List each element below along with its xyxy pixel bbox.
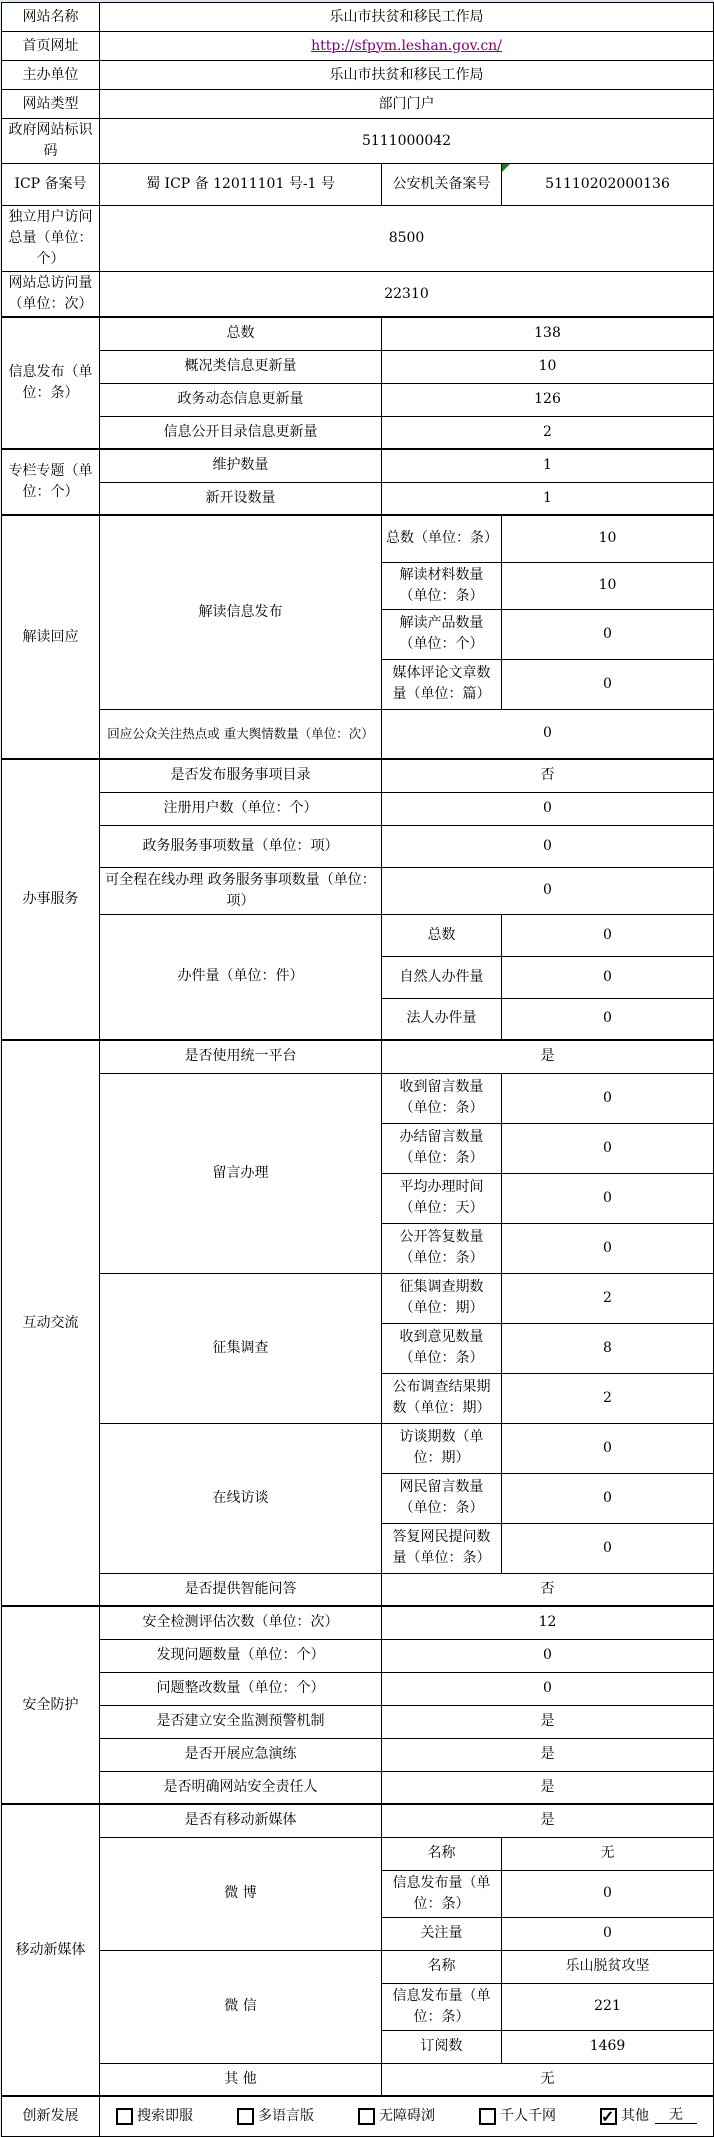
checkbox-multilingual[interactable] xyxy=(237,2106,314,2127)
services-volume-row-value: 0 xyxy=(502,956,714,998)
special-columns-row-label: 维护数量 xyxy=(100,449,382,482)
interaction-message-row-value: 0 xyxy=(502,1223,714,1273)
weibo-row-label: 名称 xyxy=(382,1837,502,1870)
services-volume-row-label: 自然人办件量 xyxy=(382,956,502,998)
services-volume-row-label: 总数 xyxy=(382,914,502,956)
interpretation-respond-value: 0 xyxy=(382,709,714,759)
icp-value: 蜀 ICP 备 12011101 号-1 号 xyxy=(100,164,382,206)
info-publish-row-label: 总数 xyxy=(100,317,382,350)
checkbox-accessibility[interactable] xyxy=(358,2106,435,2127)
interaction-message-row-value: 0 xyxy=(502,1173,714,1223)
checkbox-label: 其他 xyxy=(621,2107,649,2124)
security-row-label: 发现问题数量（单位：个） xyxy=(100,1639,382,1672)
interaction-interview-row-label: 答复网民提问数量（单位：条） xyxy=(382,1523,502,1573)
section-special-columns-title: 专栏专题（单位：个） xyxy=(2,449,100,515)
interpretation-row-value: 10 xyxy=(502,515,714,562)
site-code-label: 政府网站标识码 xyxy=(2,119,100,164)
security-row-value: 是 xyxy=(382,1705,714,1738)
interaction-message-row-label: 收到留言数量（单位：条） xyxy=(382,1073,502,1123)
interpretation-respond-label: 回应公众关注热点或 重大舆情数量（单位：次） xyxy=(100,709,382,759)
police-filing-label: 公安机关备案号 xyxy=(382,164,502,206)
interaction-interview-row-label: 访谈期数（单位：期） xyxy=(382,1423,502,1473)
site-code-value: 5111000042 xyxy=(100,119,714,164)
interpretation-row-label: 媒体评论文章数量（单位：篇） xyxy=(382,659,502,709)
services-volume-row-value: 0 xyxy=(502,998,714,1040)
info-publish-row-label: 概况类信息更新量 xyxy=(100,350,382,383)
special-columns-row-label: 新开设数量 xyxy=(100,482,382,515)
services-row-label: 可全程在线办理 政务服务事项数量（单位：项） xyxy=(100,867,382,914)
section-services-title: 办事服务 xyxy=(2,759,100,1040)
interaction-survey-row-value: 8 xyxy=(502,1323,714,1373)
interaction-interview-row-value: 0 xyxy=(502,1423,714,1473)
checkbox-label: 无障碍浏 xyxy=(379,2107,435,2124)
section-innovation-title: 创新发展 xyxy=(2,2096,100,2136)
interaction-interview-title: 在线访谈 xyxy=(100,1423,382,1573)
wechat-row-label: 名称 xyxy=(382,1950,502,1983)
interpretation-row-value: 0 xyxy=(502,659,714,709)
services-row-value: 0 xyxy=(382,825,714,867)
mobile-media-other-label: 其 他 xyxy=(100,2063,382,2096)
security-row-value: 12 xyxy=(382,1606,714,1639)
weibo-row-value: 无 xyxy=(502,1837,714,1870)
special-columns-row-value: 1 xyxy=(382,482,714,515)
checkbox-label: 搜索即服 xyxy=(137,2107,193,2124)
innovation-options-cell xyxy=(100,2096,714,2136)
checkbox-search-service[interactable] xyxy=(116,2106,193,2127)
homepage-label: 首页网址 xyxy=(2,32,100,61)
interaction-interview-row-value: 0 xyxy=(502,1473,714,1523)
security-row-value: 是 xyxy=(382,1771,714,1804)
gov-website-annual-report-table xyxy=(1,2,714,2137)
checkbox-icon xyxy=(600,2108,617,2125)
icp-label: ICP 备案号 xyxy=(2,164,100,206)
info-publish-row-label: 政务动态信息更新量 xyxy=(100,383,382,416)
services-volume-row-label: 法人办件量 xyxy=(382,998,502,1040)
interaction-survey-title: 征集调查 xyxy=(100,1273,382,1423)
interaction-interview-row-value: 0 xyxy=(502,1523,714,1573)
security-row-label: 是否明确网站安全责任人 xyxy=(100,1771,382,1804)
section-interaction-title: 互动交流 xyxy=(2,1040,100,1606)
site-name-value: 乐山市扶贫和移民工作局 xyxy=(100,3,714,32)
weibo-row-value: 0 xyxy=(502,1917,714,1950)
info-publish-row-label: 信息公开目录信息更新量 xyxy=(100,416,382,449)
interpretation-row-value: 10 xyxy=(502,562,714,609)
checkbox-other[interactable] xyxy=(600,2106,697,2127)
services-row-value: 0 xyxy=(382,867,714,914)
checkbox-personalization[interactable] xyxy=(479,2106,556,2127)
wechat-row-value: 221 xyxy=(502,1983,714,2030)
wechat-row-value: 1469 xyxy=(502,2030,714,2063)
info-publish-row-value: 10 xyxy=(382,350,714,383)
services-volume-title: 办件量（单位：件） xyxy=(100,914,382,1040)
interaction-message-row-label: 公开答复数量（单位：条） xyxy=(382,1223,502,1273)
security-row-value: 0 xyxy=(382,1672,714,1705)
interpretation-publish-title: 解读信息发布 xyxy=(100,515,382,709)
interaction-survey-row-label: 公布调查结果期数（单位：期） xyxy=(382,1373,502,1423)
checkbox-icon xyxy=(479,2108,496,2125)
unique-visitors-value: 8500 xyxy=(100,206,714,272)
services-row-label: 政务服务事项数量（单位：项） xyxy=(100,825,382,867)
security-row-label: 安全检测评估次数（单位：次） xyxy=(100,1606,382,1639)
interaction-message-row-value: 0 xyxy=(502,1073,714,1123)
site-type-value: 部门门户 xyxy=(100,90,714,119)
checkbox-icon xyxy=(358,2108,375,2125)
wechat-row-label: 订阅数 xyxy=(382,2030,502,2063)
checkbox-label: 千人千网 xyxy=(500,2107,556,2124)
interpretation-row-value: 0 xyxy=(502,609,714,659)
homepage-value-cell xyxy=(100,32,714,61)
services-row-label: 是否发布服务事项目录 xyxy=(100,759,382,792)
interaction-survey-row-label: 收到意见数量（单位：条） xyxy=(382,1323,502,1373)
weibo-row-label: 关注量 xyxy=(382,1917,502,1950)
weibo-row-value: 0 xyxy=(502,1870,714,1917)
mobile-media-has-value: 是 xyxy=(382,1804,714,1837)
section-mobile-media-title: 移动新媒体 xyxy=(2,1804,100,2096)
total-visits-label: 网站总访问量（单位：次） xyxy=(2,272,100,318)
organizer-label: 主办单位 xyxy=(2,61,100,90)
interaction-message-row-label: 办结留言数量（单位：条） xyxy=(382,1123,502,1173)
section-security-title: 安全防护 xyxy=(2,1606,100,1804)
checkbox-icon xyxy=(116,2108,133,2125)
homepage-link[interactable]: http://sfpym.leshan.gov.cn/ xyxy=(311,37,502,54)
interpretation-row-label: 解读材料数量（单位：条） xyxy=(382,562,502,609)
info-publish-row-value: 2 xyxy=(382,416,714,449)
interaction-interview-row-label: 网民留言数量（单位：条） xyxy=(382,1473,502,1523)
mobile-media-other-value: 无 xyxy=(382,2063,714,2096)
innovation-checkbox-row xyxy=(104,2106,709,2127)
mobile-media-has-label: 是否有移动新媒体 xyxy=(100,1804,382,1837)
security-row-label: 问题整改数量（单位：个） xyxy=(100,1672,382,1705)
interaction-survey-row-label: 征集调查期数（单位：期） xyxy=(382,1273,502,1323)
interpretation-row-label: 总数（单位：条） xyxy=(382,515,502,562)
services-volume-row-value: 0 xyxy=(502,914,714,956)
interaction-survey-row-value: 2 xyxy=(502,1273,714,1323)
interaction-survey-row-value: 2 xyxy=(502,1373,714,1423)
interaction-message-row-value: 0 xyxy=(502,1123,714,1173)
security-row-label: 是否建立安全监测预警机制 xyxy=(100,1705,382,1738)
services-row-label: 注册用户数（单位：个） xyxy=(100,792,382,825)
mobile-media-wechat-title: 微 信 xyxy=(100,1950,382,2063)
mobile-media-weibo-title: 微 博 xyxy=(100,1837,382,1950)
site-type-label: 网站类型 xyxy=(2,90,100,119)
organizer-value: 乐山市扶贫和移民工作局 xyxy=(100,61,714,90)
services-row-value: 否 xyxy=(382,759,714,792)
unique-visitors-label: 独立用户访问总量（单位：个） xyxy=(2,206,100,272)
checkbox-label: 多语言版 xyxy=(258,2107,314,2124)
interaction-message-row-label: 平均办理时间（单位：天） xyxy=(382,1173,502,1223)
info-publish-row-value: 138 xyxy=(382,317,714,350)
wechat-row-label: 信息发布量（单位：条） xyxy=(382,1983,502,2030)
interaction-smart-qa-value: 否 xyxy=(382,1573,714,1606)
section-info-publish-title: 信息发布（单位：条） xyxy=(2,317,100,449)
security-row-value: 0 xyxy=(382,1639,714,1672)
interpretation-row-label: 解读产品数量（单位：个） xyxy=(382,609,502,659)
weibo-row-label: 信息发布量（单位：条） xyxy=(382,1870,502,1917)
total-visits-value: 22310 xyxy=(100,272,714,318)
interaction-smart-qa-label: 是否提供智能问答 xyxy=(100,1573,382,1606)
site-name-label: 网站名称 xyxy=(2,3,100,32)
checkbox-icon xyxy=(237,2108,254,2125)
info-publish-row-value: 126 xyxy=(382,383,714,416)
innovation-other-fill-blank[interactable]: 无 xyxy=(655,2108,697,2124)
special-columns-row-value: 1 xyxy=(382,449,714,482)
security-row-value: 是 xyxy=(382,1738,714,1771)
excel-error-triangle-icon xyxy=(502,164,510,172)
services-row-value: 0 xyxy=(382,792,714,825)
section-interpretation-title: 解读回应 xyxy=(2,515,100,759)
wechat-row-value: 乐山脱贫攻坚 xyxy=(502,1950,714,1983)
interaction-unified-platform-label: 是否使用统一平台 xyxy=(100,1040,382,1073)
interaction-message-title: 留言办理 xyxy=(100,1073,382,1273)
security-row-label: 是否开展应急演练 xyxy=(100,1738,382,1771)
police-filing-value: 51110202000136 xyxy=(502,164,714,206)
interaction-unified-platform-value: 是 xyxy=(382,1040,714,1073)
